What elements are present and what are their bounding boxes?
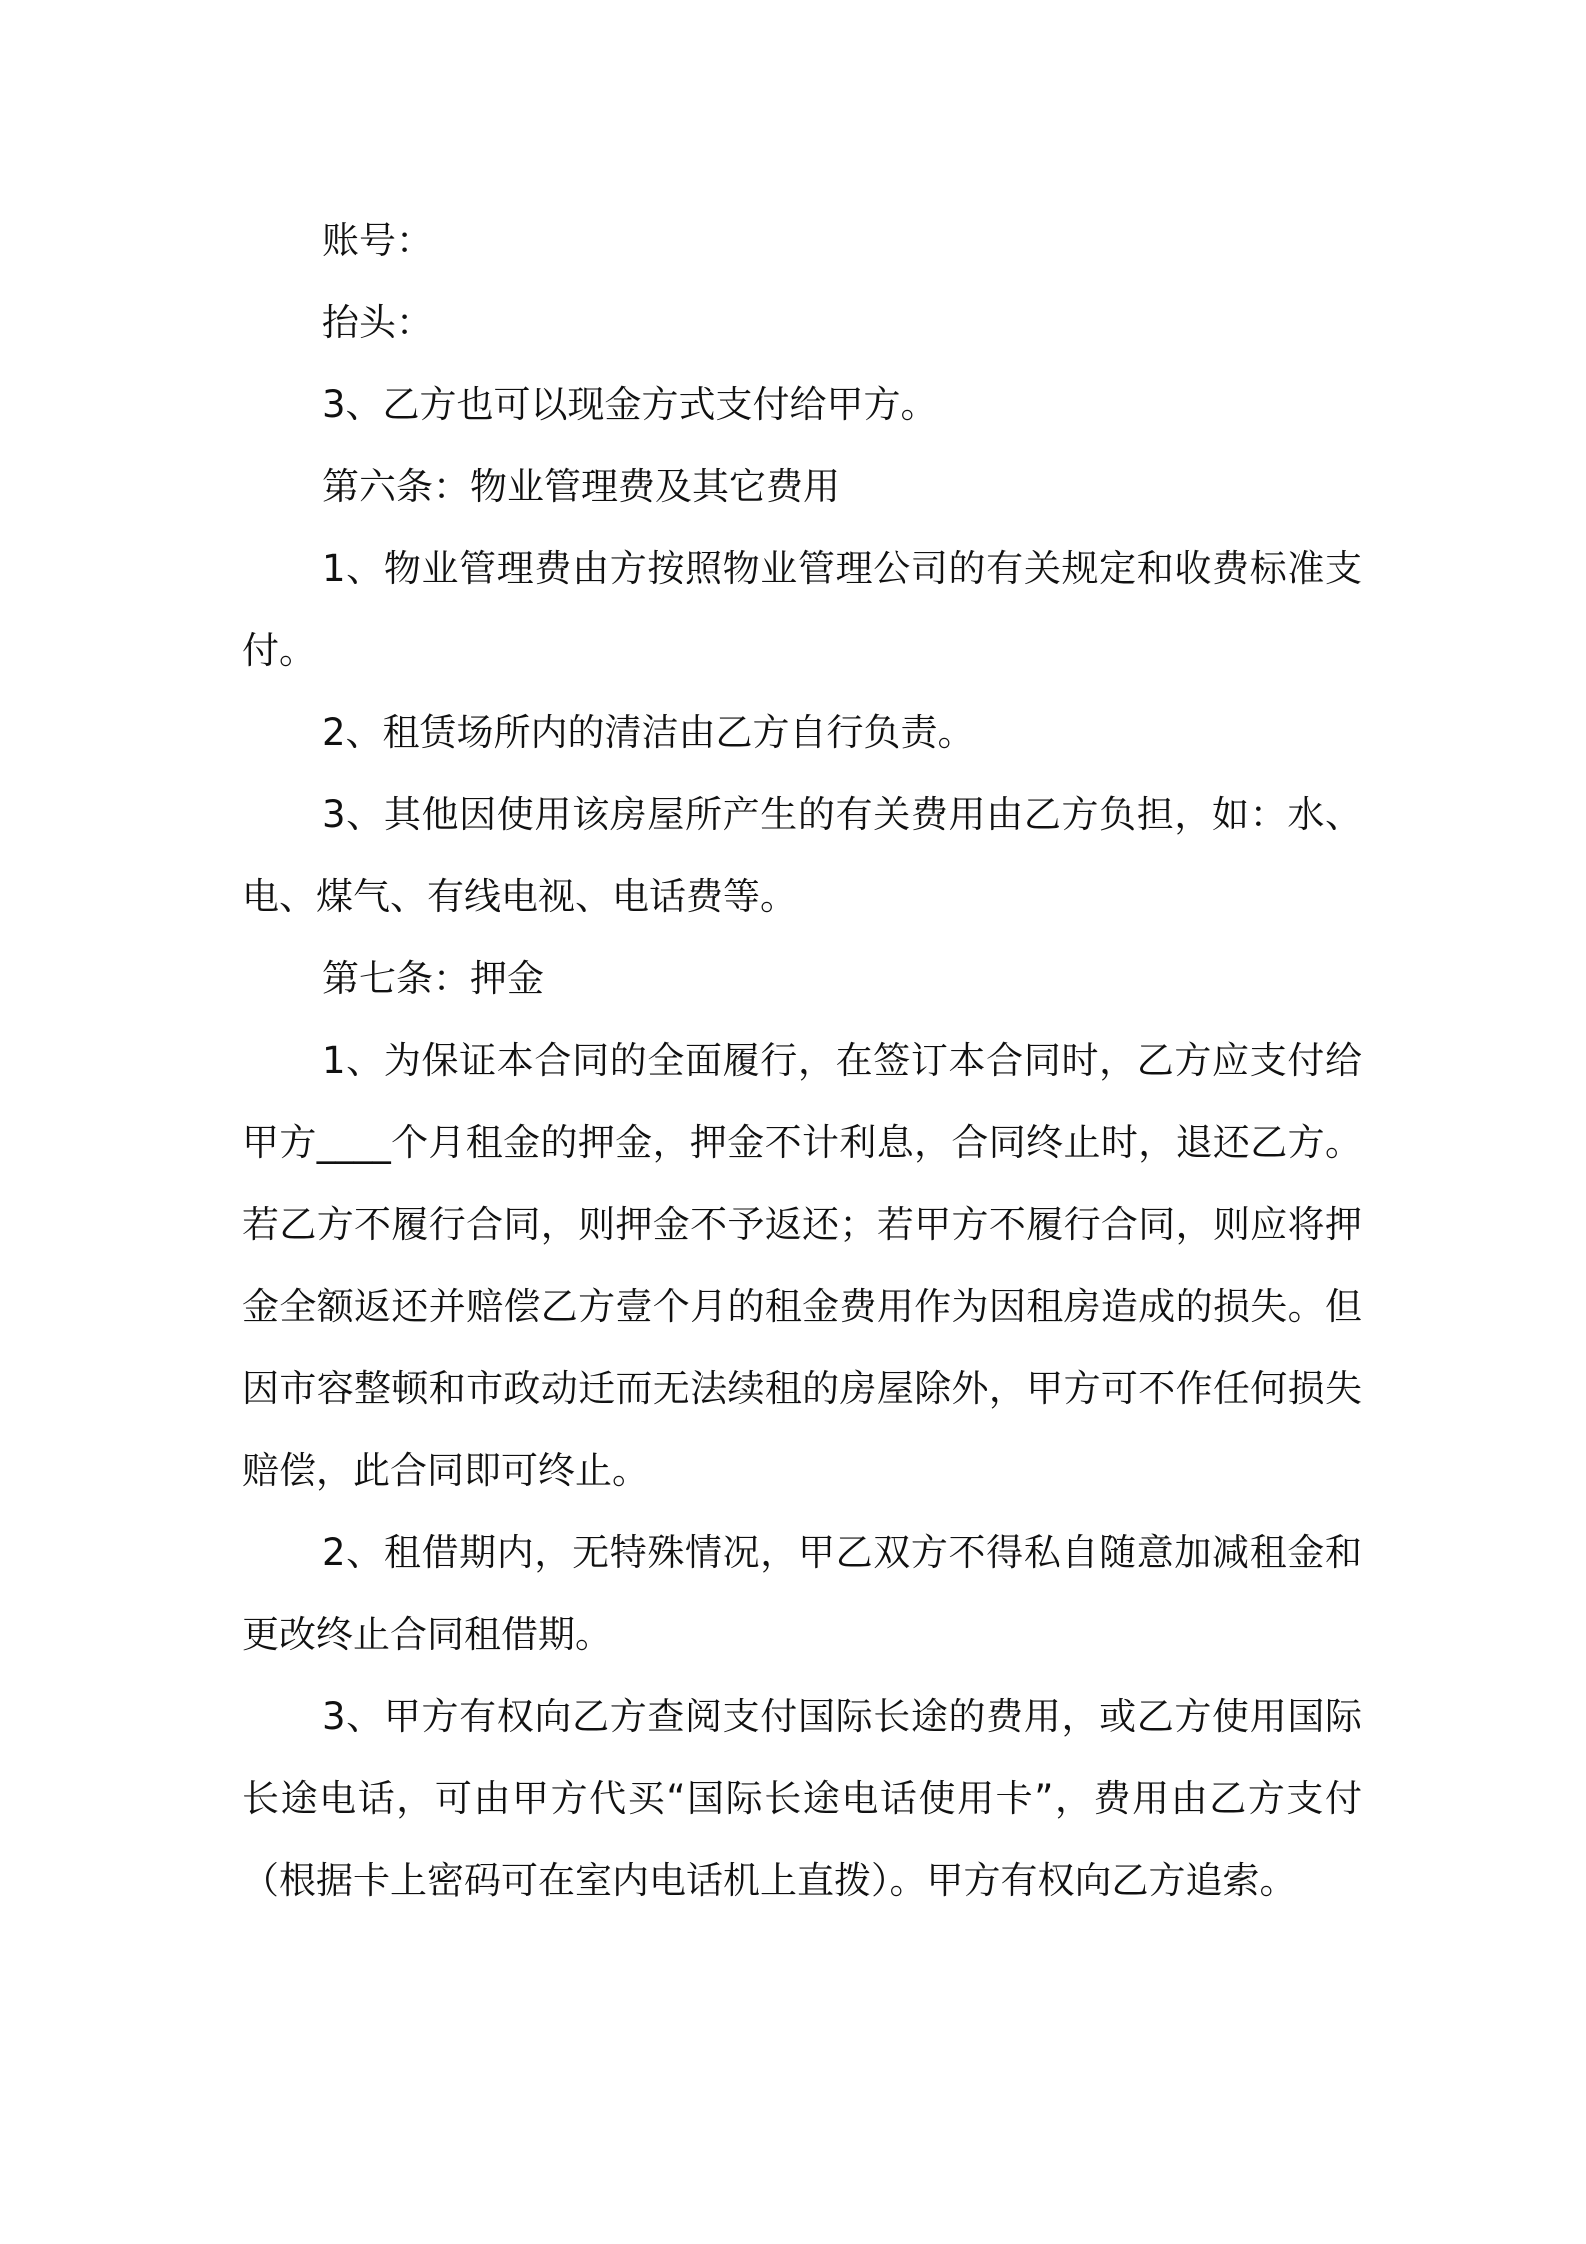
article-6-clause-1: 1、物业管理费由方按照物业管理公司的有关规定和收费标准支付。 (242, 547, 1362, 672)
article-7-clause-3: 3、甲方有权向乙方查阅支付国际长途的费用，或乙方使用国际长途电话，可由甲方代买“国际长途电话使用卡”，费用由乙方支付（根据卡上密码可在室内电话机上直拨）。甲方有权向乙方追索。 (242, 1695, 1362, 1902)
account-number-line: 账号： (322, 219, 433, 262)
invoice-title-line: 抬头： (322, 301, 433, 344)
article-6-clause-3: 3、其他因使用该房屋所产生的有关费用由乙方负担，如：水、电、煤气、有线电视、电话费等。 (242, 793, 1362, 918)
article-7-clause-2: 2、租借期内，无特殊情况，甲乙双方不得私自随意加减租金和更改终止合同租借期。 (242, 1531, 1362, 1656)
article-7-clause-1: 1、为保证本合同的全面履行，在签订本合同时，乙方应支付给甲方____个月租金的押金，押金不计利息，合同终止时，退还乙方。若乙方不履行合同，则押金不予返还；若甲方不履行合同，则应将押金全额返还并赔偿乙方壹个月的租金费用作为因租房造成的损失。但因市容整顿和市政动迁而无法续租的房屋除外，甲方可不作任何损失赔偿，此合同即可终止。 (242, 1039, 1362, 1492)
article-6-heading: 第六条：物业管理费及其它费用 (322, 465, 840, 508)
article-6-clause-2: 2、租赁场所内的清洁由乙方自行负责。 (322, 711, 975, 754)
article-7-heading: 第七条：押金 (322, 957, 544, 1000)
document-body (242, 200, 1362, 1922)
payment-clause-3: 3、乙方也可以现金方式支付给甲方。 (322, 383, 938, 426)
